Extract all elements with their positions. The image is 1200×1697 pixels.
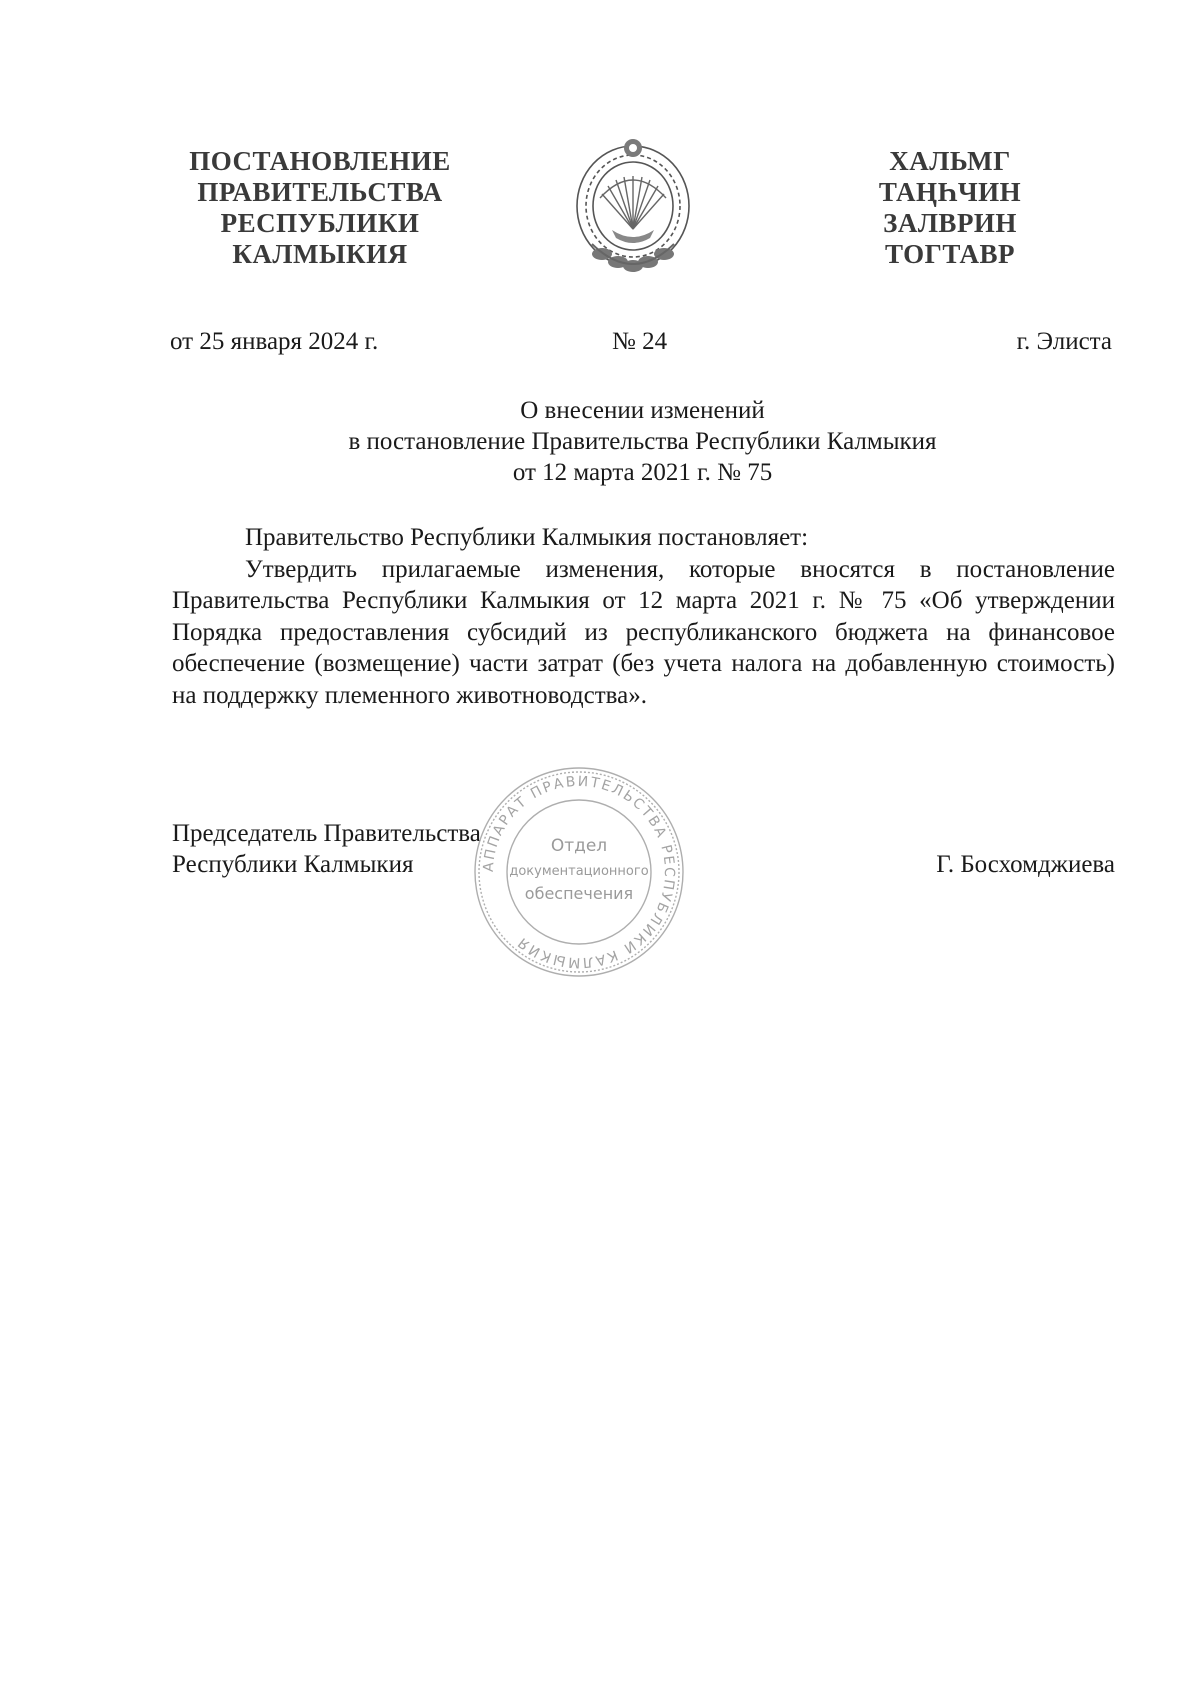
title-line: от 12 марта 2021 г. № 75 [512,459,773,486]
header-right-line: ЗАЛВРИН [883,208,1017,238]
header-left-line: ПОСТАНОВЛЕНИЕ [189,146,451,176]
stamp-center-line: Отдел [550,836,608,856]
signer-title-line: Республики Калмыкия [172,851,414,878]
signer-name: Г. Босхомджиева [936,851,1115,878]
document-body [172,522,1115,711]
stamp-center-line: документационного [509,864,649,879]
stamp-ring-text: АППАРАТ ПРАВИТЕЛЬСТВА РЕСПУБЛИКИ КАЛМЫКИЯ [480,773,678,971]
header-left-line: КАЛМЫКИЯ [232,239,408,269]
body-paragraph: Правительство Республики Калмыкия постановляет: [245,524,809,551]
body-paragraph: Утвердить прилагаемые изменения, которые вносятся в постановление Правительства Республики Калмыкия от 12 марта 2021 г. № 75 «Об утверждении Порядка предоставления субсидий из республиканского бюджета на финансовое обеспечение (возмещение) части затрат (без учета налога на добавленную стоимость) на поддержку племенного животноводства». [172,555,1115,709]
document-number: № 24 [612,328,668,355]
title-line: в постановление Правительства Республики Калмыкия [348,428,937,455]
header-right-line: ХАЛЬМГ [889,146,1011,176]
document-date: от 25 января 2024 г. [170,328,379,355]
header-left-line: ПРАВИТЕЛЬСТВА [197,177,443,207]
signer-title-line: Председатель Правительства [172,820,481,847]
header-right-line: ТОГТАВР [885,239,1015,269]
official-stamp [470,763,688,981]
coat-of-arms-kalmykia-icon [572,134,694,286]
header-russian [170,146,470,270]
header-left-line: РЕСПУБЛИКИ [220,208,420,238]
document-title [170,395,1115,488]
header-kalmyk [855,146,1045,270]
title-line: О внесении изменений [520,397,765,424]
stamp-center-line: обеспечения [524,884,634,903]
document-city: г. Элиста [1016,328,1112,355]
header-right-line: ТАҢҺЧИН [878,177,1022,207]
